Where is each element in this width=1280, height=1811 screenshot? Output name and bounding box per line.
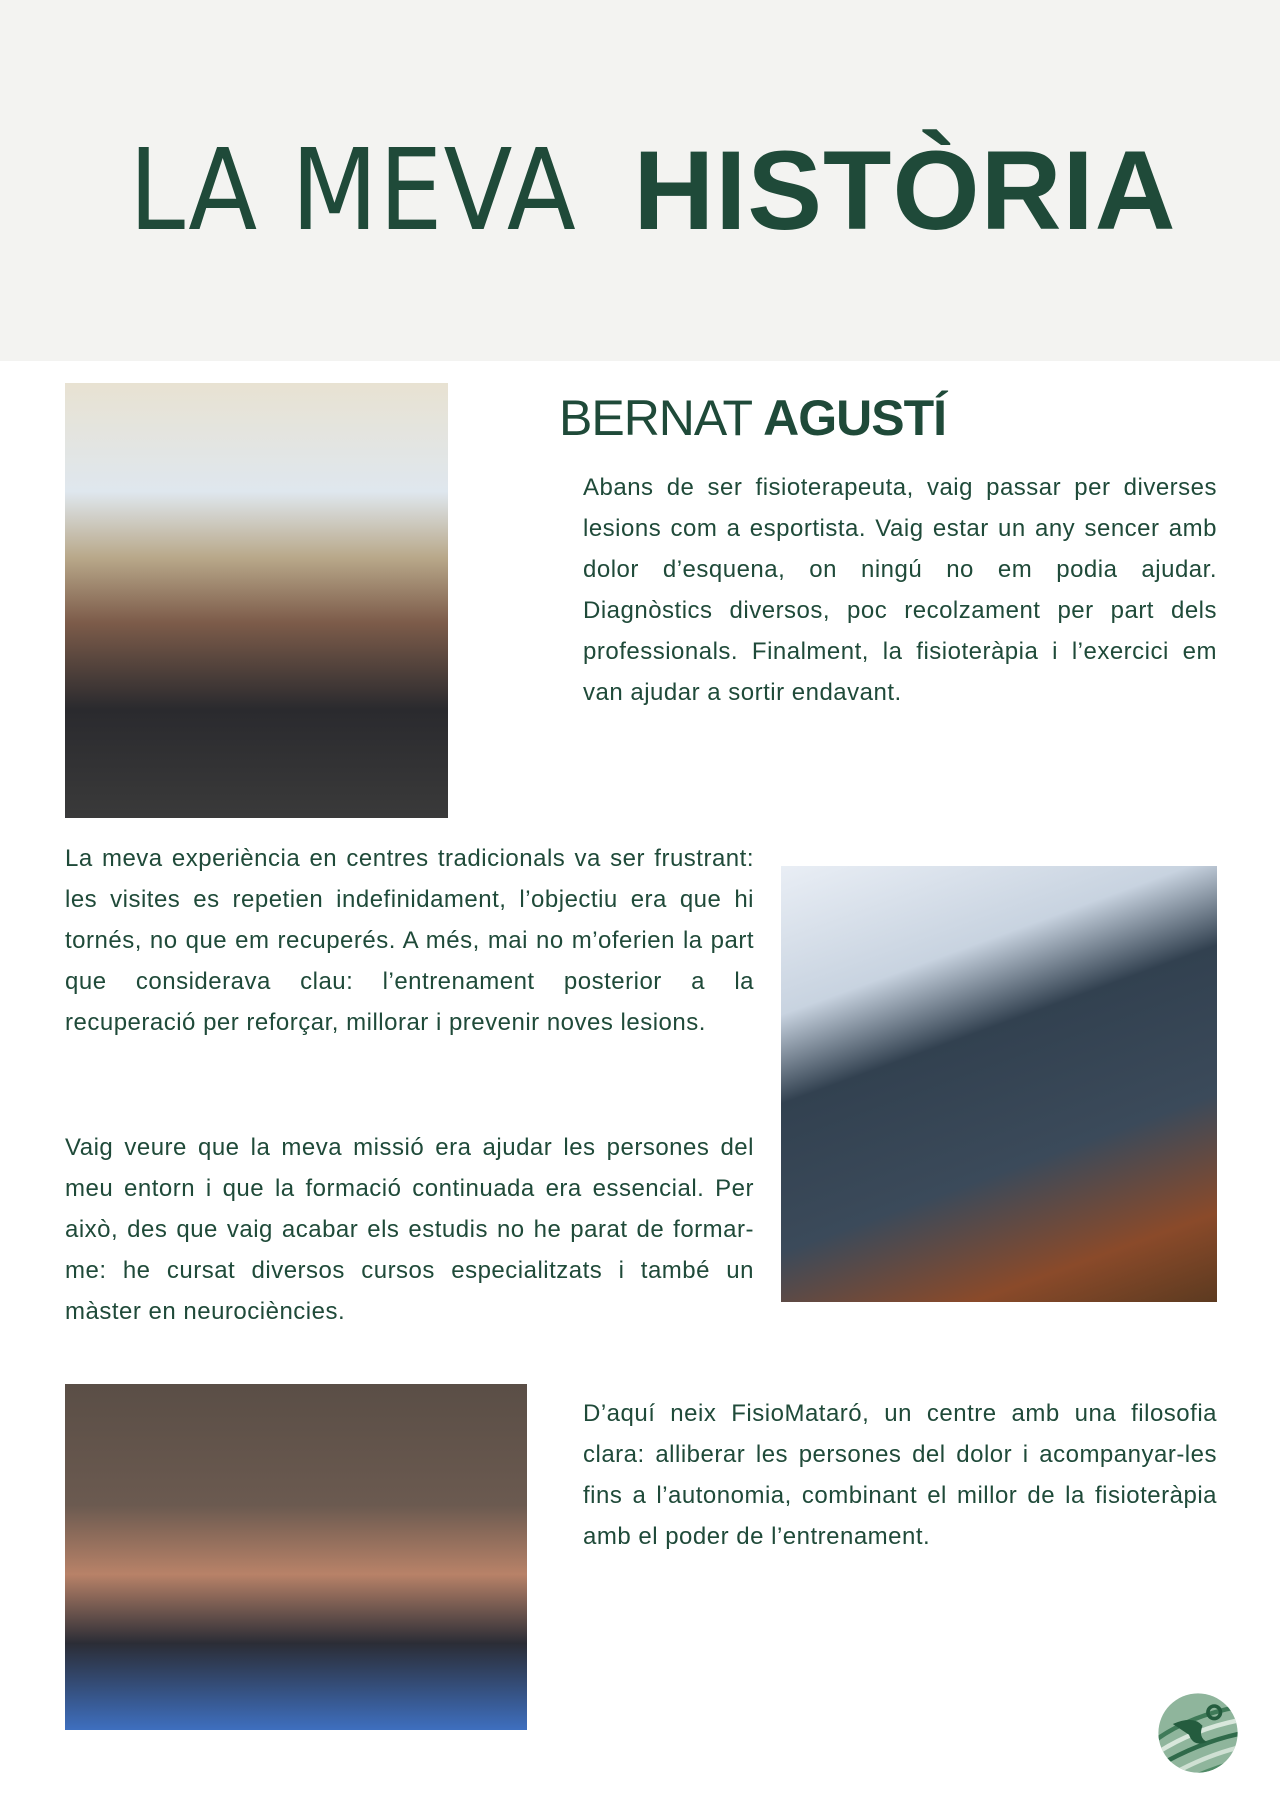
paragraph-1: Abans de ser fisioterapeuta, vaig passar per diverses lesions com a esportista. Vaig estar un any sencer amb dolor d’esquena, on ningú no em podia ajudar. Diagnòstics diversos, poc recolzament per part dels professionals. Finalment, la fisioteràpia i l’exercici em van ajudar a sortir endavant. (583, 474, 1217, 706)
paragraph-2: La meva experiència en centres tradicionals va ser frustrant: les visites es repetien indefinidament, l’objectiu era que hi tornés, no que em recuperés. A més, mai no m’oferien la part que considerava clau: l’entrenament posterior a la recuperació per reforçar, millorar i prevenir noves lesions. (65, 845, 754, 1036)
title-bold: HISTÒRIA (633, 128, 1177, 253)
selfie-photo (65, 1384, 527, 1730)
last-name: AGUSTÍ (763, 390, 947, 446)
paragraph-4: D’aquí neix FisioMataró, un centre amb una filosofia clara: alliberar les persones del dolor i acompanyar-les fins a l’autonomia, combinant el millor de la fisioteràpia amb el poder de l’entrenament. (583, 1400, 1217, 1550)
page-title (0, 126, 1280, 256)
first-name: BERNAT (559, 390, 753, 446)
paragraph-3: Vaig veure que la meva missió era ajudar les persones del meu entorn i que la formació continuada era essencial. Per això, des que vaig acabar els estudis no he parat de formar-me: he cursat diversos cursos especialitzats i també un màster en neurociències. (65, 1134, 754, 1325)
title-light: LA MEVA (128, 126, 577, 256)
triathlon-photo (65, 383, 448, 818)
person-name (559, 390, 947, 446)
fisiomataro-logo-icon (1153, 1688, 1243, 1778)
presentation-photo (781, 866, 1217, 1302)
